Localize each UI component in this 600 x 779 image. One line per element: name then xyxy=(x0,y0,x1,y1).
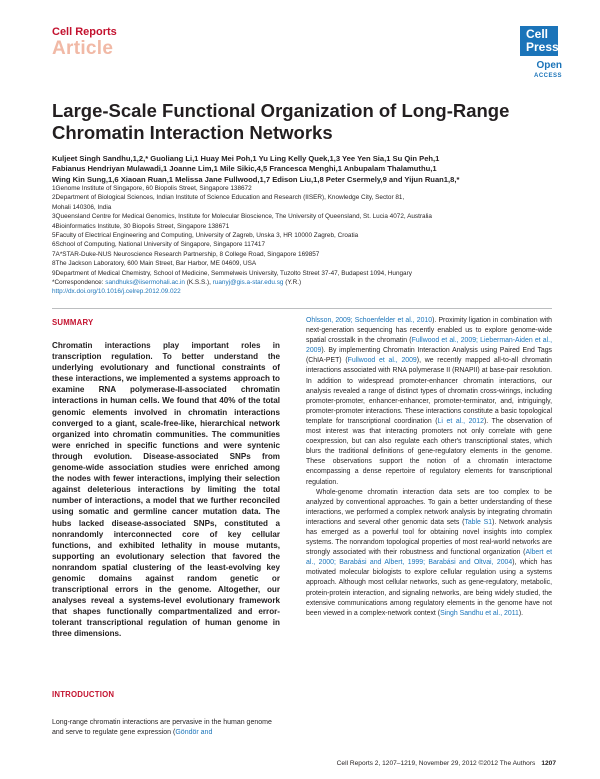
article-title: Large-Scale Functional Organization of Long-Range Chromatin Interaction Networks xyxy=(52,100,510,143)
correspondence-label: *Correspondence: xyxy=(52,279,106,287)
right-column xyxy=(306,316,552,619)
body-paragraph xyxy=(306,316,552,488)
body-text: ). xyxy=(518,609,524,617)
affiliations xyxy=(52,184,562,297)
divider xyxy=(52,308,552,309)
affiliation-line: 3Queensland Centre for Medical Genomics, Institute for Molecular Bioscience, The University of Queensland, St. Lucia 4072, Australia xyxy=(52,213,432,221)
affiliation-line: 2Department of Biological Sciences, Indian Institute of Science Education and Research (IISER), Knowledge City, Sector 81, xyxy=(52,194,405,202)
page-footer xyxy=(300,760,556,767)
author-line: Fabianus Hendriyan Mulawadi,1 Joanne Lim,1 Mile Sikic,4,5 Francesca Menghi,1 Anbupalam Thalamuthu,1 xyxy=(52,164,437,174)
open-access-line-1: Open xyxy=(536,60,562,71)
body-text: ), which has motivated molecular biologists to explore cellular regulation using a systems approach. Although most cellular networks, such as gene-regulatory, metabolic, protein-protein interaction, and signaling networks, are being widely studied, the extensive communications among regulatory elements in the genome have not been viewed in a complex-network context ( xyxy=(306,559,553,617)
citation-link[interactable]: Ohlsson, 2009; Schoenfelder et al., 2010 xyxy=(306,317,433,324)
email-link-1[interactable]: sandhuks@iisermohali.ac.in xyxy=(105,279,185,287)
correspondence-mid: (K.S.S.), xyxy=(184,279,213,287)
article-type: Article xyxy=(52,38,114,59)
body-text: ), we recently mapped all-to-all chromatin interactions associated with RNA polymerase II (RNAPII) at base-pair resolution. In addition to widespread promoter-enhancer chromatin interactions, our analysis revealed a range of distinct types of chromatin cross-wirings, including promoter-promoter, enhancer-enhancer, promoter-terminator, and, intriguingly, promoter-promoter interactions. These interactions constitute a basic topological template for transcriptional coordination ( xyxy=(306,357,552,425)
affiliation-line: 4Bioinformatics Institute, 30 Biopolis Street, Singapore 138671 xyxy=(52,222,230,230)
body-paragraph xyxy=(306,488,552,619)
journal-name: Cell Reports xyxy=(52,26,117,38)
summary-text: Chromatin interactions play important roles in transcription regulation. To better understand the underlying evolutionary and functional constraints of these interactions, we implemented a systems approach to examine RNA polymerase-II-associated chromatin interactions in human cells. We found that 40% of the total genomic elements involved in chromatin interactions converged to a giant, scale-free-like, hierarchical network organized into chromatin communities. The communities were enriched in specific functions and were syntenic through evolution. Disease-associated SNPs from genome-wide association studies were enriched among the nodes with fewer interactions, implying their selection against deleterious interactions by limiting the total number of interactions, a model that we further reconciled using somatic and germline cancer mutation data. The hubs lacked disease-associated SNPs, constituted a nonrandomly interconnected core of key cellular functions, and exhibited lethality in mouse mutants, supporting an evolutionary selection that favored the nonrandom spatial clustering of the least-evolving key genomic domains against random genetic or transcriptional errors in the genome. Altogether, our analyses reveal a systems-level evolutionary framework that shapes functionally compartmentalized and error-tolerant transcriptional regulation of human genome in three dimensions. xyxy=(52,341,280,639)
summary-heading: SUMMARY xyxy=(52,318,94,327)
logo-line-1: Cell xyxy=(526,27,549,41)
page-number: 1207 xyxy=(541,760,556,767)
citation-link[interactable]: Table S1 xyxy=(464,518,493,526)
citation-link[interactable]: Fullwood et al., 2009 xyxy=(347,357,417,365)
body-text: ). By implementing Chromatin Interaction Analysis using Paired End Tags (ChIA-PET) ( xyxy=(306,347,552,365)
intro-body: Long-range chromatin interactions are pervasive in the human genome and serve to regulate gene expression ( xyxy=(52,719,272,737)
open-access-badge xyxy=(518,60,562,82)
cell-press-logo[interactable] xyxy=(520,26,558,56)
body-text: ). Network analysis has emerged as a powerful tool for obtaining novel insights into complex systems. The nonrandom topological properties of most real-world networks are strongly associated with their robustness and functional organization ( xyxy=(306,518,552,557)
author-line: Wing Kin Sung,1,6 Xiaoan Ruan,1 Melissa Jane Fullwood,1,7 Edison Liu,1,8 Peter Csermely,9 and Yijun Ruan1,8,* xyxy=(52,174,460,184)
affiliation-line: 5Faculty of Electrical Engineering and Computing, University of Zagreb, Unska 3, HR 10000 Zagreb, Croatia xyxy=(52,232,359,240)
introduction-text xyxy=(52,718,280,738)
affiliation-line: 1Genome Institute of Singapore, 60 Biopolis Street, Singapore 138672 xyxy=(52,185,252,192)
body-text: ). The observation of most interest was that interacting promoters not only correlate with gene coexpression, but can also regulate each other's transcriptional states, which blurs the traditional definitions of gene-regulatory elements in the genome. These observations support the notion of a chromatin interactome encompassing a dense repertoire of regulatory elements for transcriptional regulation. xyxy=(306,417,553,486)
citation-link[interactable]: Fullwood et al., 2009; Lieberman-Aiden et al., 2009 xyxy=(306,337,552,355)
footer-citation: Cell Reports 2, 1207–1219, November 29, 2012 ©2012 The Authors xyxy=(336,760,536,767)
correspondence xyxy=(52,278,562,287)
affiliation-line: 6School of Computing, National University of Singapore, Singapore 117417 xyxy=(52,241,266,249)
email-link-2[interactable]: ruanyj@gis.a-star.edu.sg xyxy=(212,279,284,287)
body-text: ). Proximity ligation in combination with next-generation sequencing has recently enabled us to explore genome-wide spatial crosstalk in the chromatin ( xyxy=(306,317,552,345)
author-list xyxy=(52,154,562,185)
citation-link[interactable]: Göndör and xyxy=(175,729,213,737)
body-text: Whole-genome chromatin interaction data sets are too complex to be analyzed by conventional approaches. To gain a better understanding of these interactions, we performed a complex network analysis by integrating chromatin interactions and several other genomic data sets ( xyxy=(306,488,552,526)
affiliation-line: 9Department of Medical Chemistry, School of Medicine, Semmelweis University, Tuzolto Street 37-47, Budapest 1094, Hungary xyxy=(52,269,412,277)
introduction-heading: INTRODUCTION xyxy=(52,690,115,699)
affiliation-line: 7A*STAR-Duke-NUS Neuroscience Research Partnership, 8 College Road, Singapore 169857 xyxy=(52,250,320,258)
affiliation-line: 8The Jackson Laboratory, 600 Main Street, Bar Harbor, ME 04609, USA xyxy=(52,260,257,268)
citation-link[interactable]: Singh Sandhu et al., 2011 xyxy=(440,609,519,617)
citation-link[interactable]: Albert et al., 2000; Barabási and Albert, 1999; Barabási and Oltvai, 2004 xyxy=(306,549,552,567)
logo-line-2: Press xyxy=(526,40,559,54)
correspondence-end: (Y.R.) xyxy=(283,279,302,287)
citation-link[interactable]: Li et al., 2012 xyxy=(437,417,484,425)
author-line: Kuljeet Singh Sandhu,1,2,* Guoliang Li,1 Huay Mei Poh,1 Yu Ling Kelly Quek,1,3 Yee Yen Sia,1 Su Qin Peh,1 xyxy=(52,154,440,163)
doi-link[interactable]: http://dx.doi.org/10.1016/j.celrep.2012.09.022 xyxy=(52,288,181,296)
open-access-line-2: ACCESS xyxy=(533,73,562,79)
affiliation-line: Mohali 140306, India xyxy=(52,203,112,211)
